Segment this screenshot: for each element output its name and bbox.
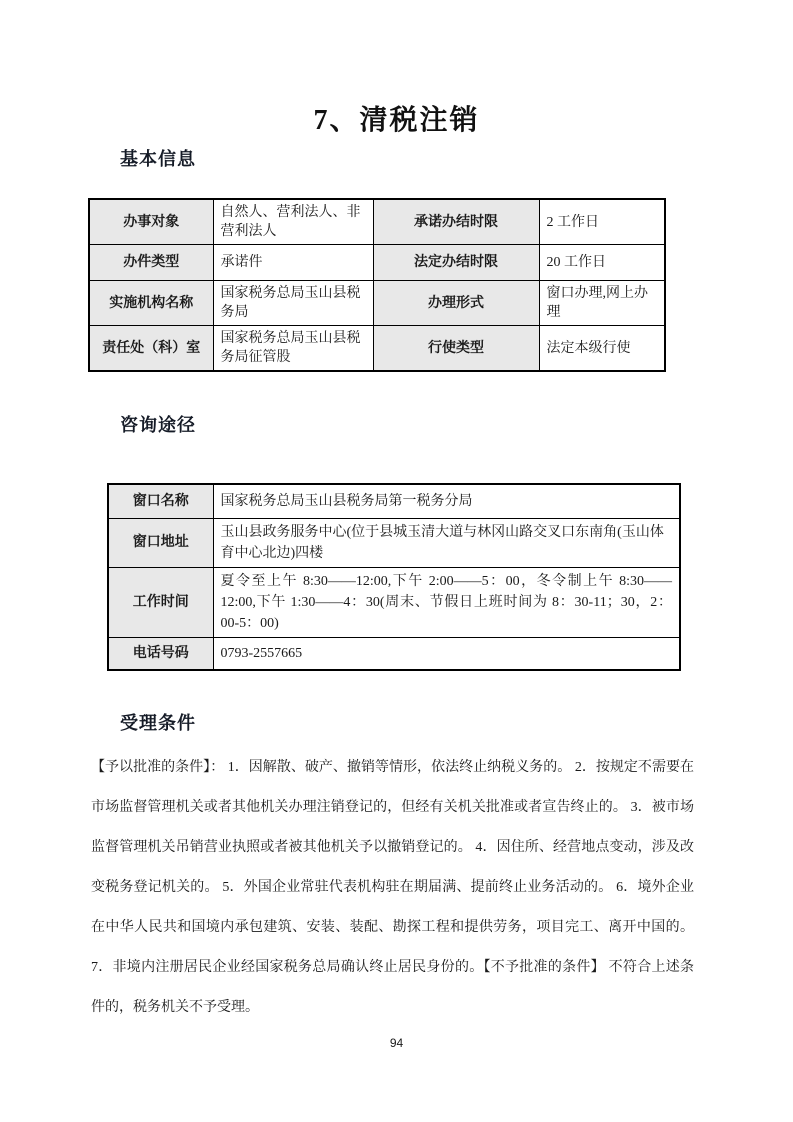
table-row bbox=[108, 637, 680, 670]
basic-row-label: 法定办结时限 bbox=[373, 245, 539, 281]
page-title: 7、清税注销 bbox=[313, 105, 480, 136]
basic-info-table bbox=[88, 198, 666, 372]
section-heading-accept-conditions: 受理条件 bbox=[120, 713, 196, 733]
table-row bbox=[89, 199, 665, 245]
basic-row-value: 承诺件 bbox=[213, 245, 373, 281]
table-row bbox=[89, 281, 665, 326]
consult-row-value: 0793-2557665 bbox=[213, 637, 680, 670]
consult-row-label: 电话号码 bbox=[108, 637, 213, 670]
basic-row-label: 办理形式 bbox=[373, 281, 539, 326]
section-heading-basic-info: 基本信息 bbox=[120, 149, 196, 169]
basic-row-value: 20 工作日 bbox=[539, 245, 665, 281]
consult-row-value: 夏令至上午 8:30——12:00,下午 2:00——5：00，冬令制上午 8:30——12:00,下午 1:30——4：30(周末、节假日上班时间为 8：30-11；30，2：00-5：00) bbox=[213, 567, 680, 637]
table-row bbox=[108, 567, 680, 637]
consult-row-label: 窗口地址 bbox=[108, 518, 213, 567]
basic-row-label: 办事对象 bbox=[89, 199, 213, 245]
page-number: 94 bbox=[389, 1036, 404, 1050]
basic-row-value: 窗口办理,网上办理 bbox=[539, 281, 665, 326]
table-row bbox=[89, 245, 665, 281]
basic-row-value: 国家税务总局玉山县税务局征管股 bbox=[213, 326, 373, 372]
table-row bbox=[89, 326, 665, 372]
basic-row-value: 国家税务总局玉山县税务局 bbox=[213, 281, 373, 326]
basic-row-label: 实施机构名称 bbox=[89, 281, 213, 326]
consult-row-label: 窗口名称 bbox=[108, 484, 213, 518]
basic-row-label: 责任处（科）室 bbox=[89, 326, 213, 372]
consult-table bbox=[107, 483, 681, 671]
basic-row-label: 承诺办结时限 bbox=[373, 199, 539, 245]
section-heading-consult: 咨询途径 bbox=[120, 415, 196, 435]
consult-row-value: 国家税务总局玉山县税务局第一税务分局 bbox=[213, 484, 680, 518]
basic-row-value: 自然人、营利法人、非营利法人 bbox=[213, 199, 373, 245]
table-row bbox=[108, 518, 680, 567]
consult-row-value: 玉山县政务服务中心(位于县城玉清大道与林冈山路交叉口东南角(玉山体育中心北边)四楼 bbox=[213, 518, 680, 567]
basic-row-label: 办件类型 bbox=[89, 245, 213, 281]
consult-row-label: 工作时间 bbox=[108, 567, 213, 637]
basic-row-label: 行使类型 bbox=[373, 326, 539, 372]
basic-row-value: 法定本级行使 bbox=[539, 326, 665, 372]
basic-row-value: 2 工作日 bbox=[539, 199, 665, 245]
accept-conditions-paragraph: 【予以批准的条件】： 1．因解散、破产、撤销等情形，依法终止纳税义务的。 2．按规定不需要在市场监督管理机关或者其他机关办理注销登记的，但经有关机关批准或者宣告终止的。 3．被市场监督管理机关吊销营业执照或者被其他机关予以撤销登记的。 4．因住所、经营地点变动，涉及改变税务登记机关的。 5．外国企业常驻代表机构驻在期届满、提前终止业务活动的。 6．境外企业在中华人民共和国境内承包建筑、安装、装配、勘探工程和提供劳务，项目完工、离开中国的。 7．非境内注册居民企业经国家税务总局确认终止居民身份的。【不予批准的条件】 不符合上述条件的，税务机关不予受理。 bbox=[91, 760, 694, 1015]
table-row bbox=[108, 484, 680, 518]
